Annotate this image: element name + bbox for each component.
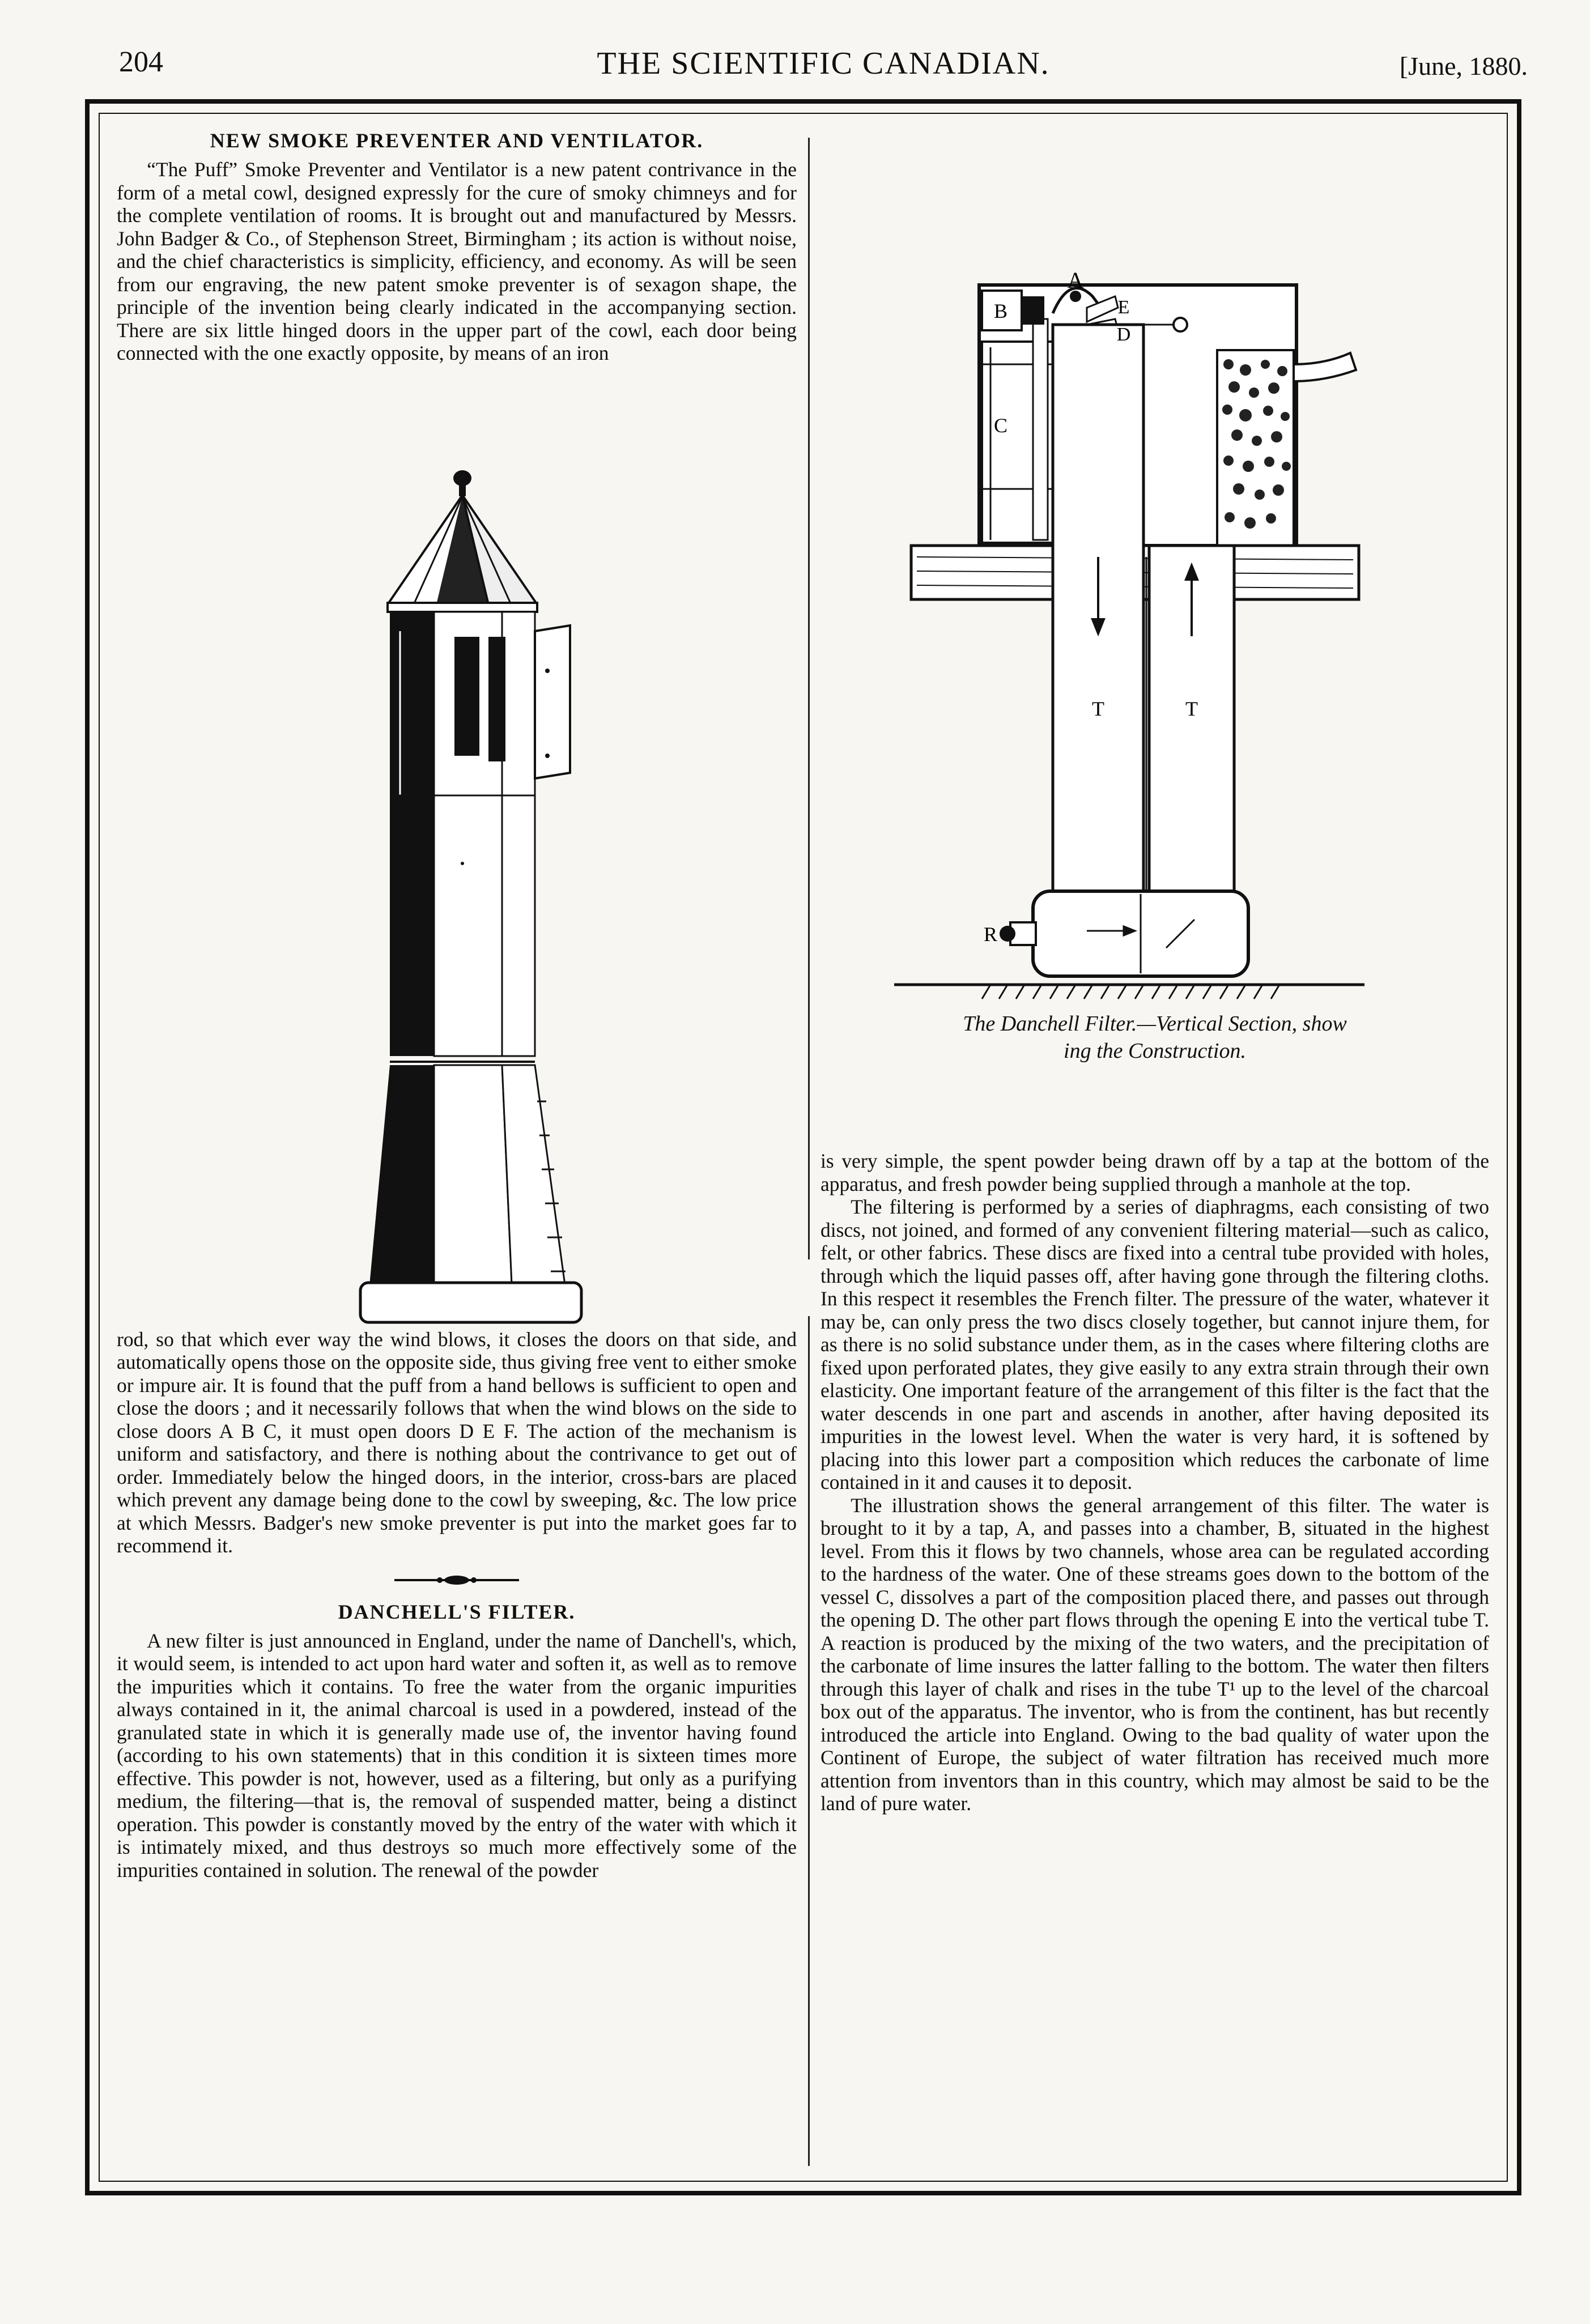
article-title-smoke-preventer: NEW SMOKE PREVENTER AND VENTILATOR. [210, 129, 704, 152]
filter-label-r: R [983, 923, 998, 946]
danchell-paragraph-3: The filtering is performed by a series of diaphragms, each consisting of two discs, not joined, and formed of any convenient filtering material—such as calico, felt, or other fabrics. These discs are fixed into a central tube provided with holes, through which the liquid passes off, after having gone through the filtering cloths. In this respect it resembles the French filter. The pressure of the water, whatever it may be, can only press the two discs closely together, but cannot injure them, for as there is no solid substance under them, as in the cases where filtering cloths are fixed upon perforated plates, they give easily to any extra strain through their own elasticity. One important feature of the arrangement of this filter is the fact that the water descends in one part and ascends in another, after having deposited its impurities in the lowest level. When the water is very hard, it is softened by placing into this lower part a composition which reduces the carbonate of lime contained in it and causes it to deposit. [820, 1195, 1489, 1493]
cowl-illustration [117, 365, 797, 1328]
filter-label-e: E [1117, 297, 1130, 318]
filter-label-d: D [1116, 324, 1131, 345]
filter-label-c: C [993, 414, 1008, 437]
issue-date: [June, 1880. [1399, 52, 1528, 80]
danchell-paragraph-2: is very simple, the spent powder being drawn off by a tap at the bottom of the apparatus, and fresh powder being supplied through a manhole at the top. [820, 1150, 1489, 1195]
page-header [119, 40, 1528, 91]
article-title-danchell-filter: DANCHELL'S FILTER. [338, 1600, 576, 1623]
danchell-paragraph-4: The illustration shows the general arrangement of this filter. The water is brought to it by a tap, A, and passes into a chamber, B, situated in the highest level. From this it flows by two channels, whose area can be regulated according to the hardness of the water. One of these streams goes down to the bottom of the vessel C, dissolves a part of the composition placed there, and passes out through the opening D. The other part flows through the opening E into the vertical tube T. A reaction is produced by the mixing of the two waters, and the precipitation of the carbonate of lime insures the latter falling to the bottom. The water then filters through this layer of chalk and rises in the tube T¹ up to the level of the charcoal box out of the apparatus. The inventor, who is from the continent, has but recently introduced the article into England. Owing to the bad quality of water upon the Continent of Europe, the subject of water filtration has received much more attention from inventors than in this country, which may almost be said to be the land of pure water. [820, 1493, 1489, 1815]
filter-label-t-left: T [1092, 697, 1104, 720]
left-column [117, 126, 797, 2175]
page-number: 204 [119, 46, 163, 78]
ornament-rule [394, 1574, 519, 1586]
smoke-preventer-paragraph-1: “The Puff” Smoke Preventer and Ventilator is a new patent contrivance in the form of a metal cowl, designed expressly for the cure of smoky chimneys and for the complete ventilation of rooms. It is brought out and manufactured by Messrs. John Badger & Co., of Stephenson Street, Birmingham ; its action is without noise, and the chief characteristics is simplicity, efficiency, and economy. As will be seen from our engraving, the new patent smoke preventer is of sexagon shape, the principle of the invention being clearly indicated in the accompanying section. There are six little hinged doors in the upper part of the cowl, each door being connected with the one exactly opposite, by means of an iron [117, 158, 797, 364]
danchell-paragraph-1: A new filter is just announced in England, under the name of Danchell's, which, it would seem, is intended to act upon hard water and soften it, as well as to remove the impurities which it contains. To free the water from the organic impurities always contained in it, the animal charcoal is used in a powdered, instead of the granulated state in which it is generally made use of, the inventor having found (according to his own statements) that in this condition it is sixteen times more effective. This powder is not, however, used as a filtering, but only as a purifying medium, the filtering—that is, the removal of suspended matter, being a distinct operation. This powder is constantly moved by the entry of the water with which it is intimately mixed, and thus destroys so much more effectively some of the impurities contained in solution. The renewal of the powder [117, 1629, 797, 1882]
column-divider-top [808, 138, 810, 1259]
filter-caption [837, 1010, 1472, 1065]
right-column [820, 126, 1489, 2175]
filter-section-drawing [820, 126, 1489, 1010]
filter-label-t-right: T [1185, 697, 1198, 720]
filter-label-b: B [993, 300, 1008, 322]
page-frame [85, 99, 1521, 2195]
smoke-preventer-paragraph-2: rod, so that which ever way the wind blows, it closes the doors on that side, and automatically opens those on the opposite side, thus giving free vent to either smoke or impure air. It is found that the puff from a hand bellows is sufficient to open and close the doors ; and it necessarily follows that when the wind blows on the side to close doors A B C, it must open doors D E F. The action of the mechanism is uniform and satisfactory, and there is nothing about the contrivance to get out of order. Immediately below the hinged doors, in the interior, cross-bars are placed which prevent any damage being done to the cowl by sweeping, &c. The low price at which Messrs. Badger's new smoke preventer is put into the market goes far to recommend it. [117, 1327, 797, 1557]
column-divider-bottom [808, 1316, 810, 2166]
caption-spacer [820, 1065, 1489, 1150]
filter-caption-line-1: The Danchell Filter.—Vertical Section, show [963, 1012, 1347, 1036]
filter-illustration [820, 126, 1489, 1010]
journal-title: THE SCIENTIFIC CANADIAN. [597, 46, 1050, 81]
section-ornament [117, 1574, 797, 1589]
cowl-drawing [117, 365, 797, 1328]
filter-label-a: A [1067, 267, 1084, 293]
filter-caption-line-2: ing the Construction. [1064, 1039, 1246, 1063]
